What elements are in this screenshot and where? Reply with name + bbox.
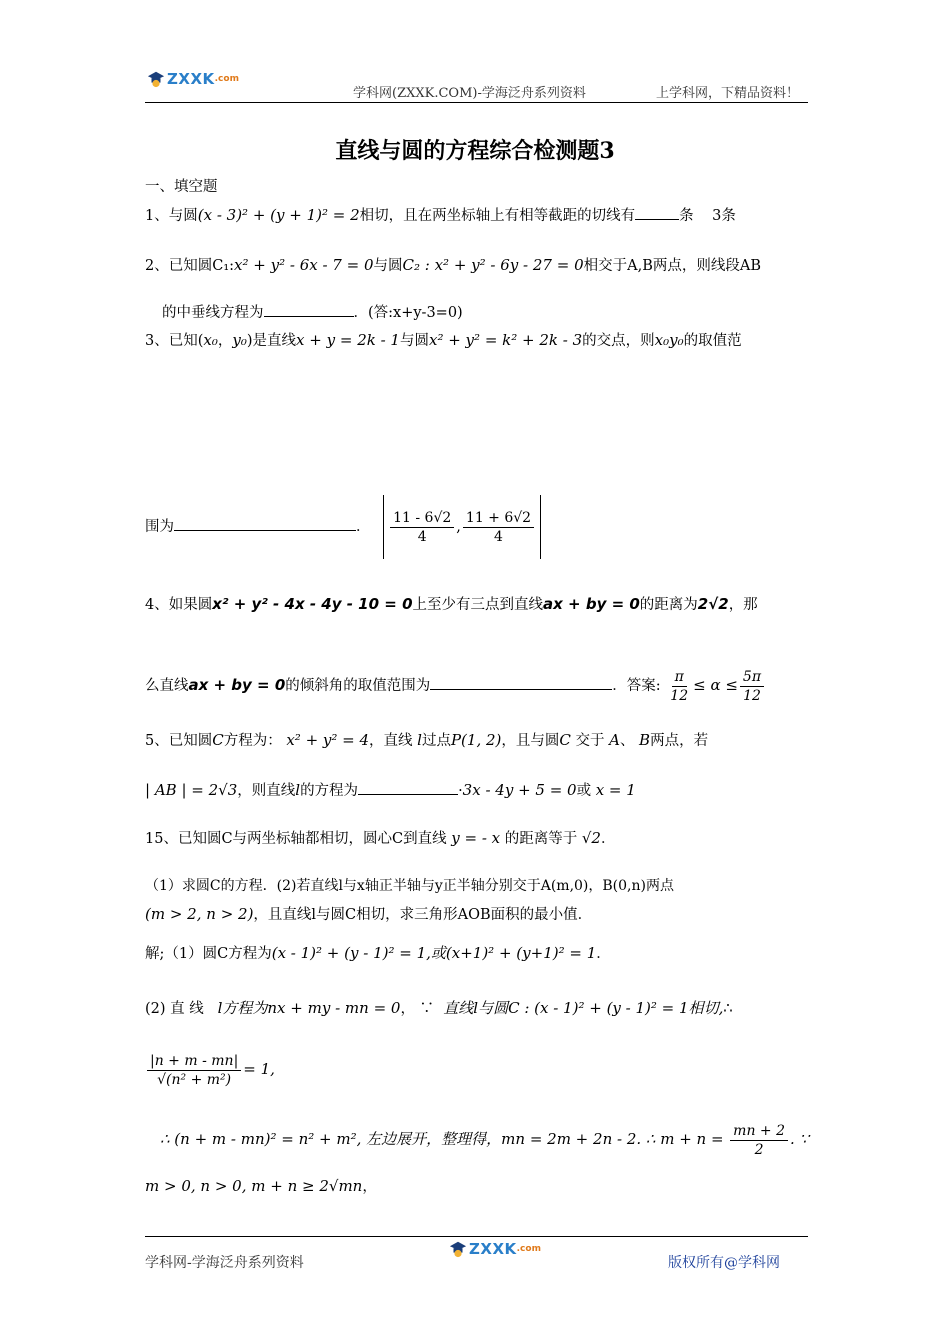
q5-blank [358, 780, 458, 795]
q4-answer-den-2: 12 [743, 687, 761, 704]
question-3 [145, 330, 742, 351]
solution-2-label: (2) 直 线 [145, 1001, 204, 1017]
solution-4-text: m > 0, n > 0, m + n ≥ 2√mn [145, 1177, 363, 1195]
q2-text: 相交于A,B两点，则线段AB [583, 258, 761, 274]
q4-answer-frac-2 [740, 668, 764, 705]
q4-blank [430, 675, 612, 690]
q5-ab-length: | AB | = 2√3 [145, 781, 238, 799]
solution-3-num: mn + 2 [730, 1122, 788, 1141]
question-3-line-2: 围为 ． $\frac{11 - 6√2}{4}$ , $\frac{11 + 6√2}{4}$ [145, 495, 541, 559]
q3-blank [174, 516, 356, 531]
question-4 [145, 594, 758, 615]
header-right-text: 上学科网，下精品资料！ [656, 86, 800, 101]
q3-mid3: 的交点，则 [582, 333, 655, 349]
q5-point-p: P(1, 2) [450, 731, 502, 749]
q3-answer-den-1: 4 [417, 528, 427, 545]
q4-line2b: 的倾斜角的取值范围为 [285, 678, 431, 694]
q3-y0: y₀ [232, 331, 247, 349]
q4-equation-3: ax + by = 0 [188, 676, 286, 694]
q5-point-a: A [609, 731, 620, 749]
q15-end: ． [600, 831, 616, 847]
q5-t6: 、 [619, 733, 635, 749]
q4-mid: 上至少有三点到直线 [412, 597, 544, 613]
section-heading: 一、填空题 [145, 179, 218, 195]
q4-answer-mid: ≤ α ≤ [693, 676, 738, 694]
page-title: 直线与圆的方程综合检测题3 [335, 138, 615, 164]
footer-rule [145, 1236, 808, 1237]
q2-mid: 与圆 [373, 258, 403, 274]
q4-answer-frac-1 [667, 668, 691, 705]
q3-answer-num-2: 11 + 6√2 [463, 509, 534, 528]
q5-circle-c: C [212, 731, 224, 749]
q2-prefix: 2、已知圆C₁: [145, 258, 235, 274]
q15-part-2-text: ，且直线l与圆C相切，求三角形AOB面积的最小值． [253, 907, 593, 923]
q3-x0: x₀ [203, 331, 218, 349]
q2-line2: 的中垂线方程为 [162, 305, 264, 321]
solution-2-tangent: 直线l与圆C : (x - 1)² + (y - 1)² = 1相切, [443, 999, 724, 1017]
q3-equation-1: x + y = 2k - 1 [296, 331, 400, 349]
mortarboard-icon [145, 70, 167, 88]
q5-t4: ，且与圆 [501, 733, 560, 749]
solution-frac-num: |n + m - mn| [147, 1052, 241, 1071]
solution-3-text: ∴ (n + m - mn)² = n² + m², 左边展开，整理得，mn = 2m + 2n - 2. ∴ m + n = [160, 1130, 724, 1148]
q15-equation: y = - x [451, 829, 501, 847]
q15-distance: √2 [581, 829, 601, 847]
question-2-line-2 [162, 302, 463, 323]
q15-mid: 的距离等于 [504, 831, 578, 847]
q3-prefix: 3、已知( [145, 333, 204, 349]
solution-4-end: ， [362, 1179, 377, 1195]
q1-suffix: 条 [679, 208, 694, 224]
q5-t3: 过点 [421, 733, 451, 749]
solution-3-den: 2 [754, 1141, 764, 1158]
q5-or: 或 [576, 783, 592, 799]
q5-t1: 方程为： [223, 733, 282, 749]
q4-suffix: ，那 [728, 597, 758, 613]
q2-blank [264, 302, 354, 317]
question-4-line-2 [145, 662, 766, 709]
solution-2-equation: l方程为nx + my - mn = 0 [217, 999, 401, 1017]
solution-2 [145, 998, 733, 1019]
q1-prefix: 1、与圆 [145, 208, 198, 224]
q5-answer-1: 3x - 4y + 5 = 0 [462, 781, 577, 799]
q5-circle-c2: C [559, 731, 571, 749]
solution-1 [145, 943, 611, 964]
header-logo [145, 70, 239, 88]
solution-1-label: 解;（1）圆C方程为 [145, 946, 272, 962]
q4-answer-label: ．答案: [612, 678, 661, 694]
solution-distance [145, 1046, 275, 1093]
q3-answer-interval: $\frac{11 - 6√2}{4}$ , $\frac{11 + 6√2}{4}$ [383, 495, 541, 559]
solution-frac-den: √(n² + m²) [157, 1071, 232, 1088]
q4-prefix: 4、如果圆 [145, 597, 213, 613]
footer-logo [447, 1240, 541, 1258]
q3-mid2: 与圆 [399, 333, 429, 349]
question-1 [145, 205, 736, 226]
q15-part-1: （1）求圆C的方程．(2)若直线l与x轴正半轴与y正半轴分别交于A(m,0)，B(0,n)两点 [145, 878, 674, 894]
q4-mid2: 的距离为 [639, 597, 698, 613]
q5-line-l: l [417, 731, 422, 749]
solution-3 [160, 1116, 809, 1163]
solution-2-because: ， ∵ [400, 1001, 435, 1017]
footer-logo-text: ZXXK [469, 1240, 517, 1258]
q3-equation-2: x² + y² = k² + 2k - 3 [428, 331, 583, 349]
q3-answer-num-1: 11 - 6√2 [390, 509, 454, 528]
q1-answer: 3条 [712, 208, 736, 224]
q5-t2: ，直线 [369, 733, 413, 749]
solution-2-therefore: ∴ [723, 1001, 733, 1017]
q15-condition: (m > 2, n > 2) [145, 905, 254, 923]
solution-3-frac [730, 1122, 788, 1159]
q3-product: x₀y₀ [654, 331, 684, 349]
solution-1-equation: (x - 1)² + (y - 1)² = 1,或(x+1)² + (y+1)² = 1 [271, 944, 597, 962]
q1-equation: (x - 3)² + (y + 1)² = 2 [197, 206, 360, 224]
q3-comma: ， [217, 333, 233, 349]
q4-equation-1: x² + y² - 4x - 4y - 10 = 0 [212, 595, 413, 613]
solution-3-end: . ∵ [790, 1130, 810, 1148]
q5-t5: 交于 [575, 733, 605, 749]
solution-4 [145, 1176, 377, 1197]
q4-distance: 2√2 [697, 595, 729, 613]
q5-t8: ，则直线 [237, 783, 296, 799]
q1-text: 相切，且在两坐标轴上有相等截距的切线有 [359, 208, 636, 224]
question-2 [145, 255, 761, 276]
q3-answer-frac-1 [390, 509, 454, 546]
header-center-text: 学科网(ZXXK.COM)-学海泛舟系列资料 [353, 86, 586, 101]
q5-answer-2: x = 1 [595, 781, 636, 799]
q5-point-b: B [639, 731, 651, 749]
question-5 [145, 730, 708, 751]
q15-part-2 [145, 904, 592, 925]
q1-blank [635, 205, 679, 220]
q2-equation-2: C₂ : x² + y² - 6y - 27 = 0 [402, 256, 584, 274]
header-logo-text: ZXXK [167, 70, 215, 88]
q3-mid1: )是直线 [246, 333, 297, 349]
q3-line2: 围为 [145, 519, 174, 535]
q5-line-l2: l [295, 781, 301, 799]
q4-answer-num-1: π [672, 668, 687, 687]
mortarboard-icon [447, 1240, 469, 1258]
q2-answer: ．(答:x+y-3=0) [353, 305, 463, 321]
q5-equation: x² + y² = 4 [286, 731, 370, 749]
q4-equation-2: ax + by = 0 [543, 595, 640, 613]
q5-prefix: 5、已知圆 [145, 733, 213, 749]
q4-answer-num-2: 5π [740, 668, 764, 687]
solution-distance-frac [147, 1052, 241, 1089]
footer-left-text: 学科网-学海泛舟系列资料 [145, 1255, 304, 1271]
q15-prefix: 15、已知圆C与两坐标轴都相切，圆心C到直线 [145, 831, 447, 847]
q5-t7: 两点，若 [650, 733, 709, 749]
header-rule [145, 102, 808, 103]
footer-logo-suffix: .com [516, 1244, 541, 1254]
q4-answer-den-1: 12 [670, 687, 689, 704]
footer-right-text: 版权所有@学科网 [668, 1255, 780, 1271]
q4-line2a: 么直线 [145, 678, 189, 694]
q2-equation-1: x² + y² - 6x - 7 = 0 [234, 256, 374, 274]
solution-1-end: ． [596, 946, 611, 962]
solution-frac-eq: = 1, [243, 1060, 275, 1078]
q3-answer-frac-2 [463, 509, 534, 546]
question-5-line-2: | AB | = 2√3，则直线l的方程为 ·3x - 4y + 5 = 0或 x = 1 [145, 781, 636, 799]
q3-answer-den-2: 4 [494, 528, 503, 545]
header-logo-suffix: .com [214, 74, 239, 84]
q5-t9: 的方程为 [300, 783, 359, 799]
question-15 [145, 828, 615, 849]
q3-suffix: 的取值范 [683, 333, 742, 349]
